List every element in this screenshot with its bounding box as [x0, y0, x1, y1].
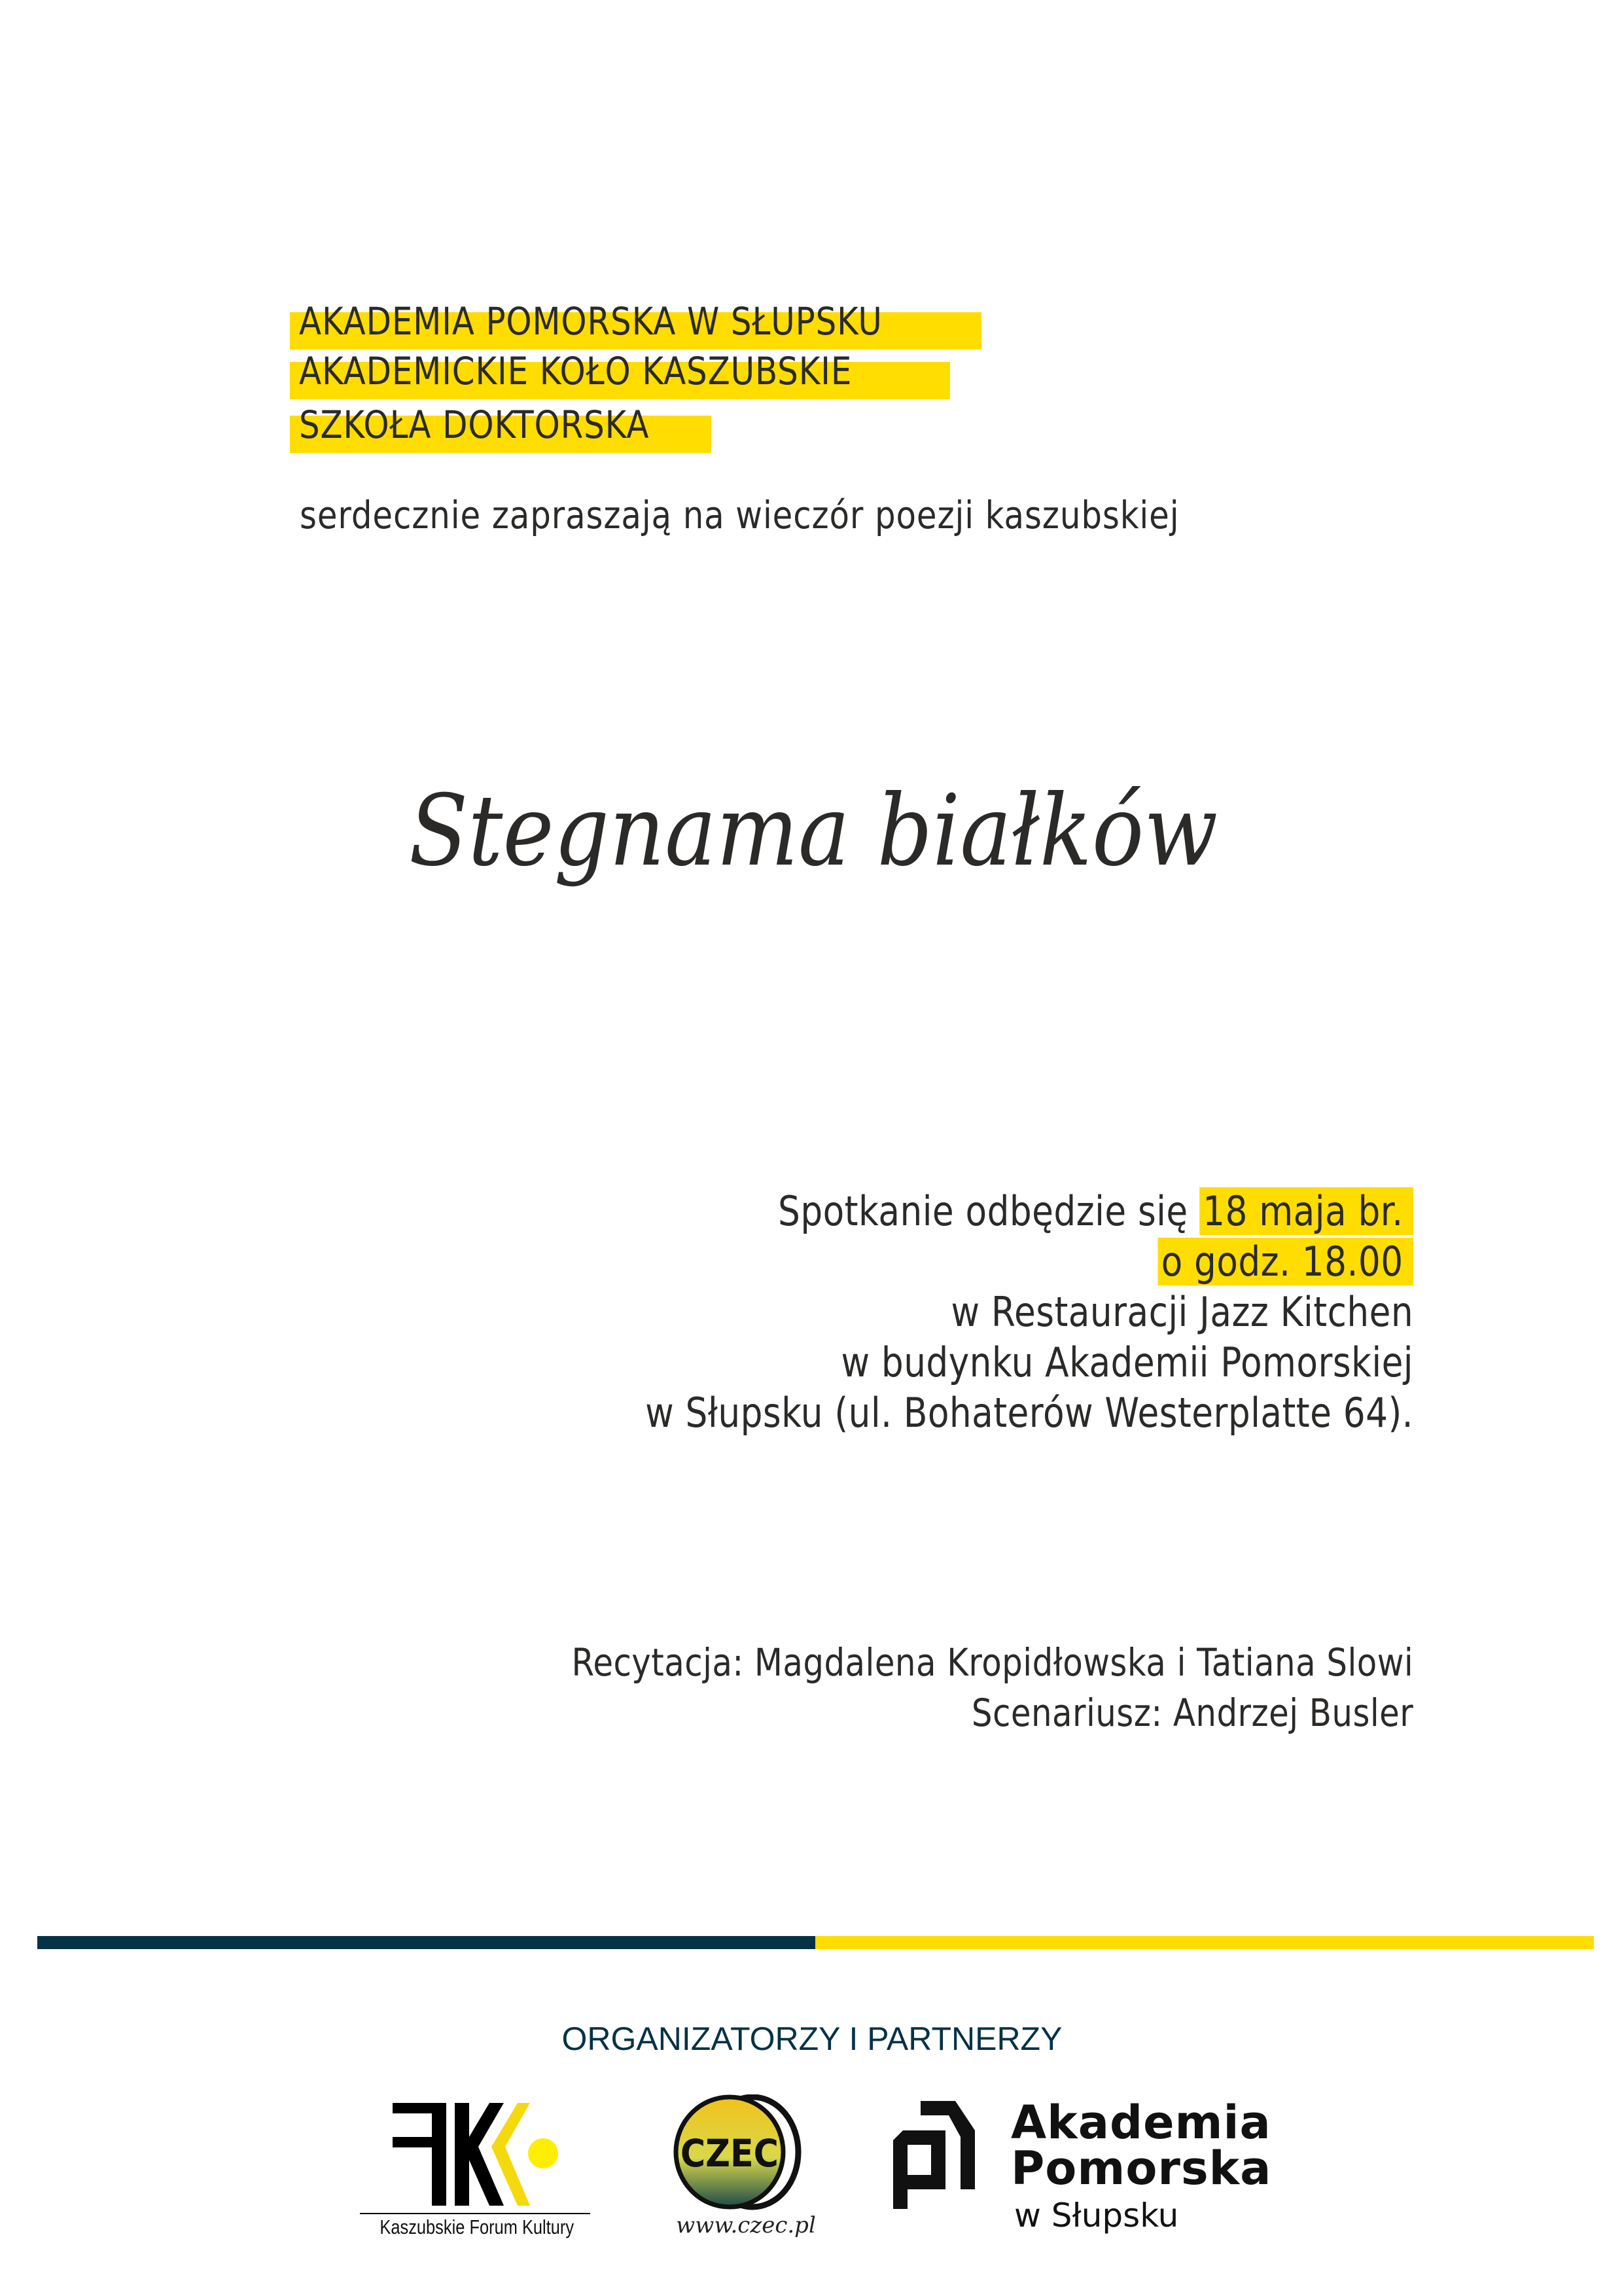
invitation-subtitle: serdecznie zapraszają na wieczór poezji kaszubskiej: [300, 493, 1180, 537]
ap-line-3: w Słupsku: [1014, 2197, 1179, 2234]
event-date: 18 maja br.: [1199, 1187, 1413, 1235]
fkk-logo-icon: [359, 2094, 594, 2215]
credits-script: Scenariusz: Andrzej Busler: [971, 1691, 1413, 1735]
svg-text:CZEC: CZEC: [680, 2132, 779, 2176]
divider-yellow: [815, 1936, 1594, 1949]
czec-url: www.czec.pl: [676, 2212, 816, 2238]
event-credits: [434, 1638, 1413, 1738]
partners-heading: ORGANIZATORZY I PARTNERZY: [561, 2020, 1063, 2057]
akademia-pomorska-mark-icon: [893, 2101, 985, 2212]
details-address: w Słupsku (ul. Bohaterów Westerplatte 64).: [645, 1389, 1413, 1437]
ap-line-2: Pomorska: [1011, 2142, 1272, 2195]
ap-line-1: Akademia: [1011, 2096, 1271, 2149]
event-time: o godz. 18.00: [1157, 1238, 1413, 1285]
details-building: w budynku Akademii Pomorskiej: [841, 1338, 1413, 1386]
logo-czec: [664, 2094, 828, 2245]
logo-akademia-pomorska: [890, 2098, 1282, 2242]
organizer-name: SZKOŁA DOKTORSKA: [299, 403, 650, 447]
details-prefix: Spotkanie odbędzie się: [777, 1187, 1188, 1235]
details-venue: w Restauracji Jazz Kitchen: [951, 1288, 1413, 1336]
organizer-name: AKADEMICKIE KOŁO KASZUBSKIE: [299, 349, 853, 393]
event-details: [520, 1186, 1413, 1438]
logo-kaszubskie-forum-kultury: [359, 2094, 594, 2245]
czec-logo-icon: [664, 2094, 828, 2212]
details-line-date: [645, 1186, 1413, 1236]
organizer-name: AKADEMIA POMORSKA W SŁUPSKU: [299, 299, 883, 344]
divider-navy: [37, 1936, 815, 1949]
fkk-caption: Kaszubskie Forum Kultury: [380, 2215, 574, 2238]
event-title: Stegnama białków: [409, 774, 1218, 888]
details-line-time: [645, 1236, 1413, 1287]
credits-recitation: Recytacja: Magdalena Kropidłowska i Tatiana Slowi: [571, 1640, 1413, 1685]
